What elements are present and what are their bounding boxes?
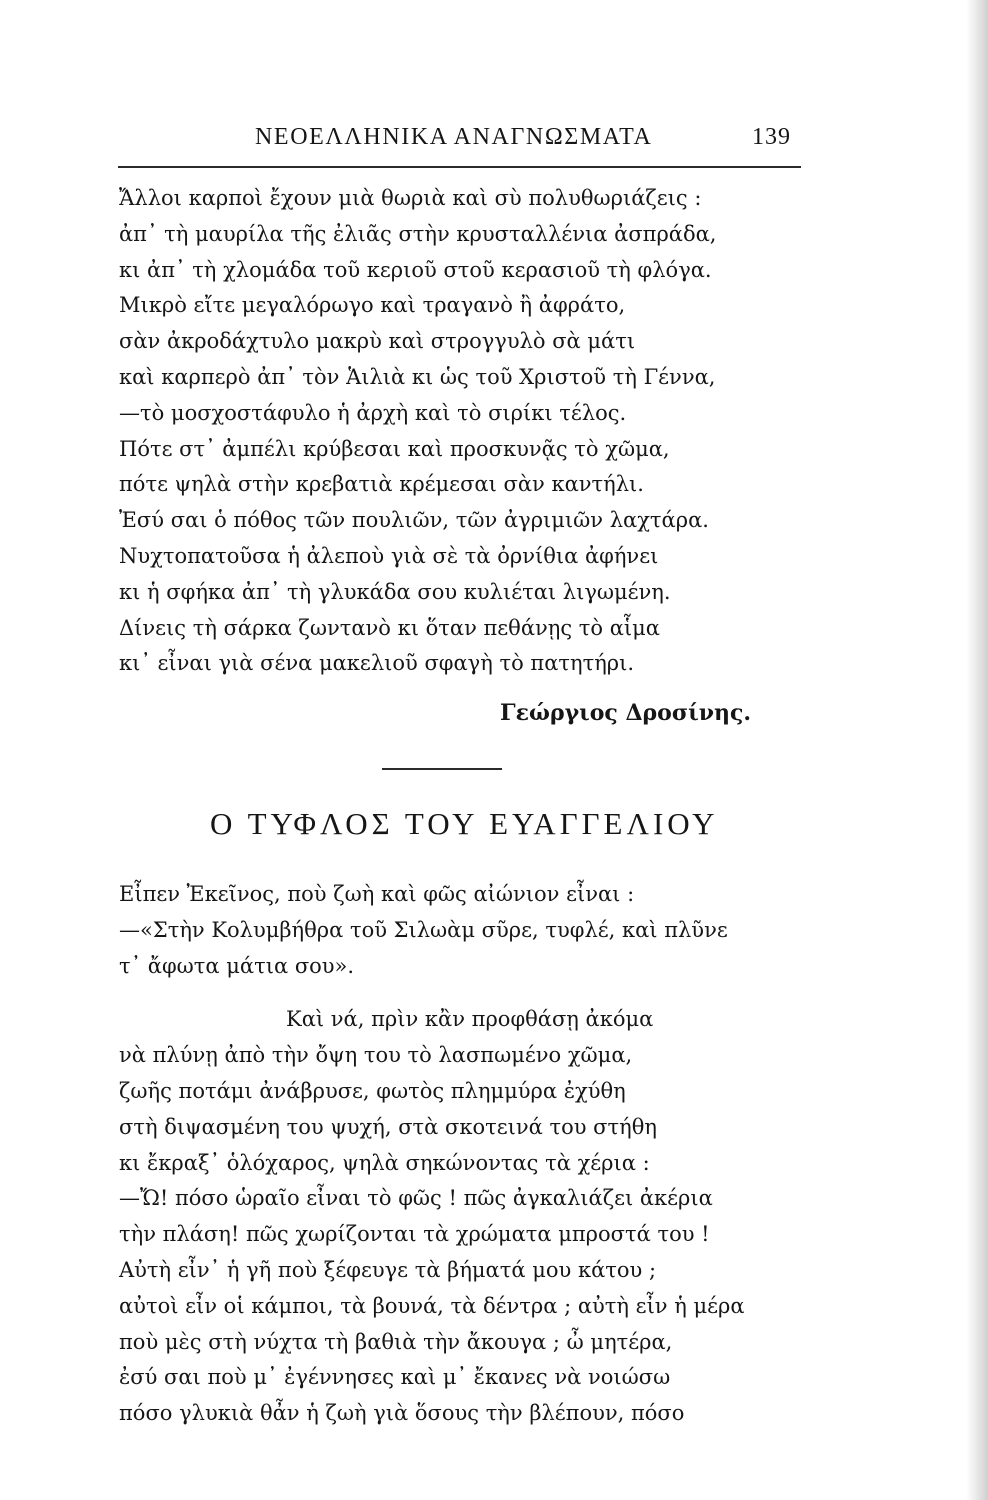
section-divider bbox=[382, 768, 502, 770]
poem-line: Καὶ νά, πρὶν κἂν προφθάσῃ ἀκόμα bbox=[286, 1007, 654, 1032]
poem-line: αὐτοὶ εἶν οἱ κάμποι, τὰ βουνά, τὰ δέντρα ; αὐτὴ εἶν ἡ μέρα bbox=[119, 1293, 745, 1318]
poem-title: Ο ΤΥΦΛΟΣ ΤΟΥ ΕΥΑΓΓΕΛΙΟΥ bbox=[210, 806, 719, 841]
poem-line: Μικρὸ εἴτε μεγαλόρωγο καὶ τραγανὸ ἢ ἀφράτο, bbox=[119, 293, 626, 318]
poem-line: ἀπ᾽ τὴ μαυρίλα τῆς ἐλιᾶς στὴν κρυσταλλένια ἀσπράδα, bbox=[119, 221, 717, 246]
poem-line: —«Στὴν Κολυμβήθρα τοῦ Σιλωὰμ σῦρε, τυφλέ, καὶ πλῦνε bbox=[119, 917, 728, 942]
poem-line: νὰ πλύνῃ ἀπὸ τὴν ὄψη του τὸ λασπωμένο χῶμα, bbox=[119, 1043, 633, 1068]
poem-line: στὴ διψασμένη του ψυχή, στὰ σκοτεινά του στήθη bbox=[119, 1114, 657, 1139]
poem-line: σὰν ἀκροδάχτυλο μακρὺ καὶ στρογγυλὸ σὰ μάτι bbox=[119, 329, 636, 354]
poem-line: κι ἀπ᾽ τὴ χλομάδα τοῦ κεριοῦ στοῦ κερασιοῦ τὴ φλόγα. bbox=[119, 257, 712, 282]
poem-line: Ἄλλοι καρποὶ ἔχουν μιὰ θωριὰ καὶ σὺ πολυθωριάζεις : bbox=[119, 186, 702, 210]
header-rule bbox=[118, 166, 801, 168]
poem-line: κι᾽ εἶναι γιὰ σένα μακελιοῦ σφαγὴ τὸ πατητήρι. bbox=[119, 651, 635, 676]
poem-line: Δίνεις τὴ σάρκα ζωντανὸ κι ὅταν πεθάνῃς τὸ αἷμα bbox=[119, 615, 660, 640]
page-number: 139 bbox=[752, 124, 791, 150]
poem-two-body bbox=[119, 877, 779, 1432]
poem-line: Πότε στ᾽ ἀμπέλι κρύβεσαι καὶ προσκυνᾷς τὸ χῶμα, bbox=[119, 436, 670, 461]
poem-line: Εἶπεν Ἐκεῖνος, ποὺ ζωὴ καὶ φῶς αἰώνιον εἶναι : bbox=[119, 882, 635, 906]
poem-line: ποὺ μὲς στὴ νύχτα τὴ βαθιὰ τὴν ἄκουγα ; ὦ μητέρα, bbox=[119, 1329, 673, 1354]
poem-line: Αὐτὴ εἶν᾽ ἡ γῆ ποὺ ξέφευγε τὰ βήματά μου κάτου ; bbox=[119, 1257, 657, 1282]
poem-line: πότε ψηλὰ στὴν κρεβατιὰ κρέμεσαι σὰν καντήλι. bbox=[119, 472, 644, 497]
page-edge-shadow bbox=[966, 0, 988, 1500]
poem-line: καὶ καρπερὸ ἀπ᾽ τὸν Ἁιλιὰ κι ὡς τοῦ Χριστοῦ τὴ Γέννα, bbox=[119, 364, 716, 389]
poem-line: ζωῆς ποτάμι ἀνάβρυσε, φωτὸς πλημμύρα ἐχύθη bbox=[119, 1078, 626, 1103]
poem-one-stanza bbox=[119, 181, 779, 682]
poem-line: Νυχτοπατοῦσα ἡ ἀλεποὺ γιὰ σὲ τὰ ὀρνίθια ἀφήνει bbox=[119, 543, 659, 568]
poem-line: ἐσύ σαι ποὺ μ᾽ ἐγέννησες καὶ μ᾽ ἔκανες νὰ νοιώσω bbox=[119, 1365, 671, 1390]
poem-author: Γεώργιος Δροσίνης. bbox=[500, 700, 752, 726]
poem-line: —Ὤ! πόσο ὡραῖο εἶναι τὸ φῶς ! πῶς ἀγκαλιάζει ἀκέρια bbox=[119, 1186, 713, 1211]
poem-line: κι ἡ σφήκα ἀπ᾽ τὴ γλυκάδα σου κυλιέται λιγωμένη. bbox=[119, 579, 671, 604]
poem-line: τὴν πλάση! πῶς χωρίζονται τὰ χρώματα μπροστά του ! bbox=[119, 1222, 710, 1247]
poem-line: Ἐσύ σαι ὁ πόθος τῶν πουλιῶν, τῶν ἀγριμιῶν λαχτάρα. bbox=[119, 508, 709, 533]
poem-line: κι ἔκραξ᾽ ὁλόχαρος, ψηλὰ σηκώνοντας τὰ χέρια : bbox=[119, 1150, 650, 1175]
poem-line: πόσο γλυκιὰ θἆν ἡ ζωὴ γιὰ ὅσους τὴν βλέπουν, πόσο bbox=[119, 1401, 685, 1426]
page-header bbox=[255, 124, 800, 164]
poem-line: τ᾽ ἄφωτα μάτια σου». bbox=[119, 953, 355, 978]
running-title: ΝΕΟΕΛΛΗΝΙΚΑ ΑΝΑΓΝΩΣΜΑΤΑ bbox=[255, 124, 653, 150]
poem-line: —τὸ μοσχοστάφυλο ἡ ἀρχὴ καὶ τὸ σιρίκι τέλος. bbox=[119, 400, 627, 425]
